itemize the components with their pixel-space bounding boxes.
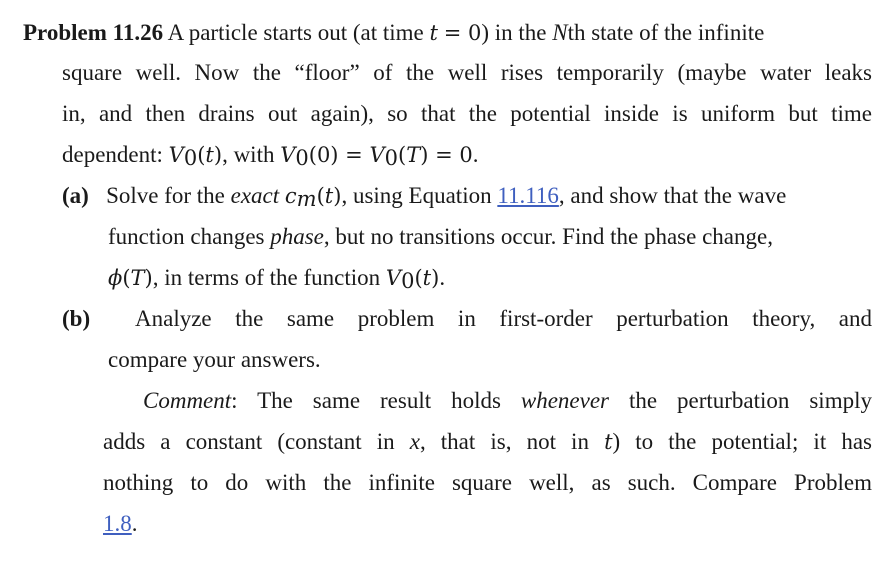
problem-line-2: square well. Now the “floor” of the well rises temporarily (maybe water leaks	[62, 60, 872, 85]
comment-line-1: Comment: The same result holds whenever the perturbation simply	[143, 388, 872, 413]
problem-line-3: in, and then drains out again), so that the potential inside is uniform but time	[62, 101, 872, 126]
part-b-line-1: Analyze the same problem in first-order perturbation theory, and	[135, 306, 872, 331]
part-a-line-3: ϕ(T), in terms of the function $V_0(t)$.	[108, 265, 446, 293]
part-b-line-2: compare your answers.	[108, 347, 321, 372]
problem-line-1: Problem 11.26 A particle starts out (at time t = 0) in the Nth state of the infinite	[23, 20, 765, 45]
part-b-label: (b)	[62, 306, 91, 331]
part-a-line-1: (a) Solve for the exact $c_m(t)$, using Equation 11.116, and show that the wave	[62, 183, 787, 211]
comment-line-4: 1.8.	[103, 511, 138, 536]
comment-line-2: adds a constant (constant in x, that is, not in t) to the potential; it has	[103, 429, 872, 454]
comment-label: Comment	[143, 388, 232, 413]
comment-line-3: nothing to do with the infinite square well, as such. Compare Problem	[103, 470, 872, 495]
problem-label: Problem 11.26	[23, 20, 164, 45]
problem-line-4: dependent: $V_0(t)$, with $V_0(0) = V_0(T) = 0$.	[62, 142, 479, 170]
part-a-line-2: function changes phase, but no transitions occur. Find the phase change,	[108, 224, 773, 249]
problem-link[interactable]: 1.8	[103, 511, 132, 536]
part-a-label: (a)	[62, 183, 89, 208]
equation-link[interactable]: 11.116	[497, 183, 559, 208]
